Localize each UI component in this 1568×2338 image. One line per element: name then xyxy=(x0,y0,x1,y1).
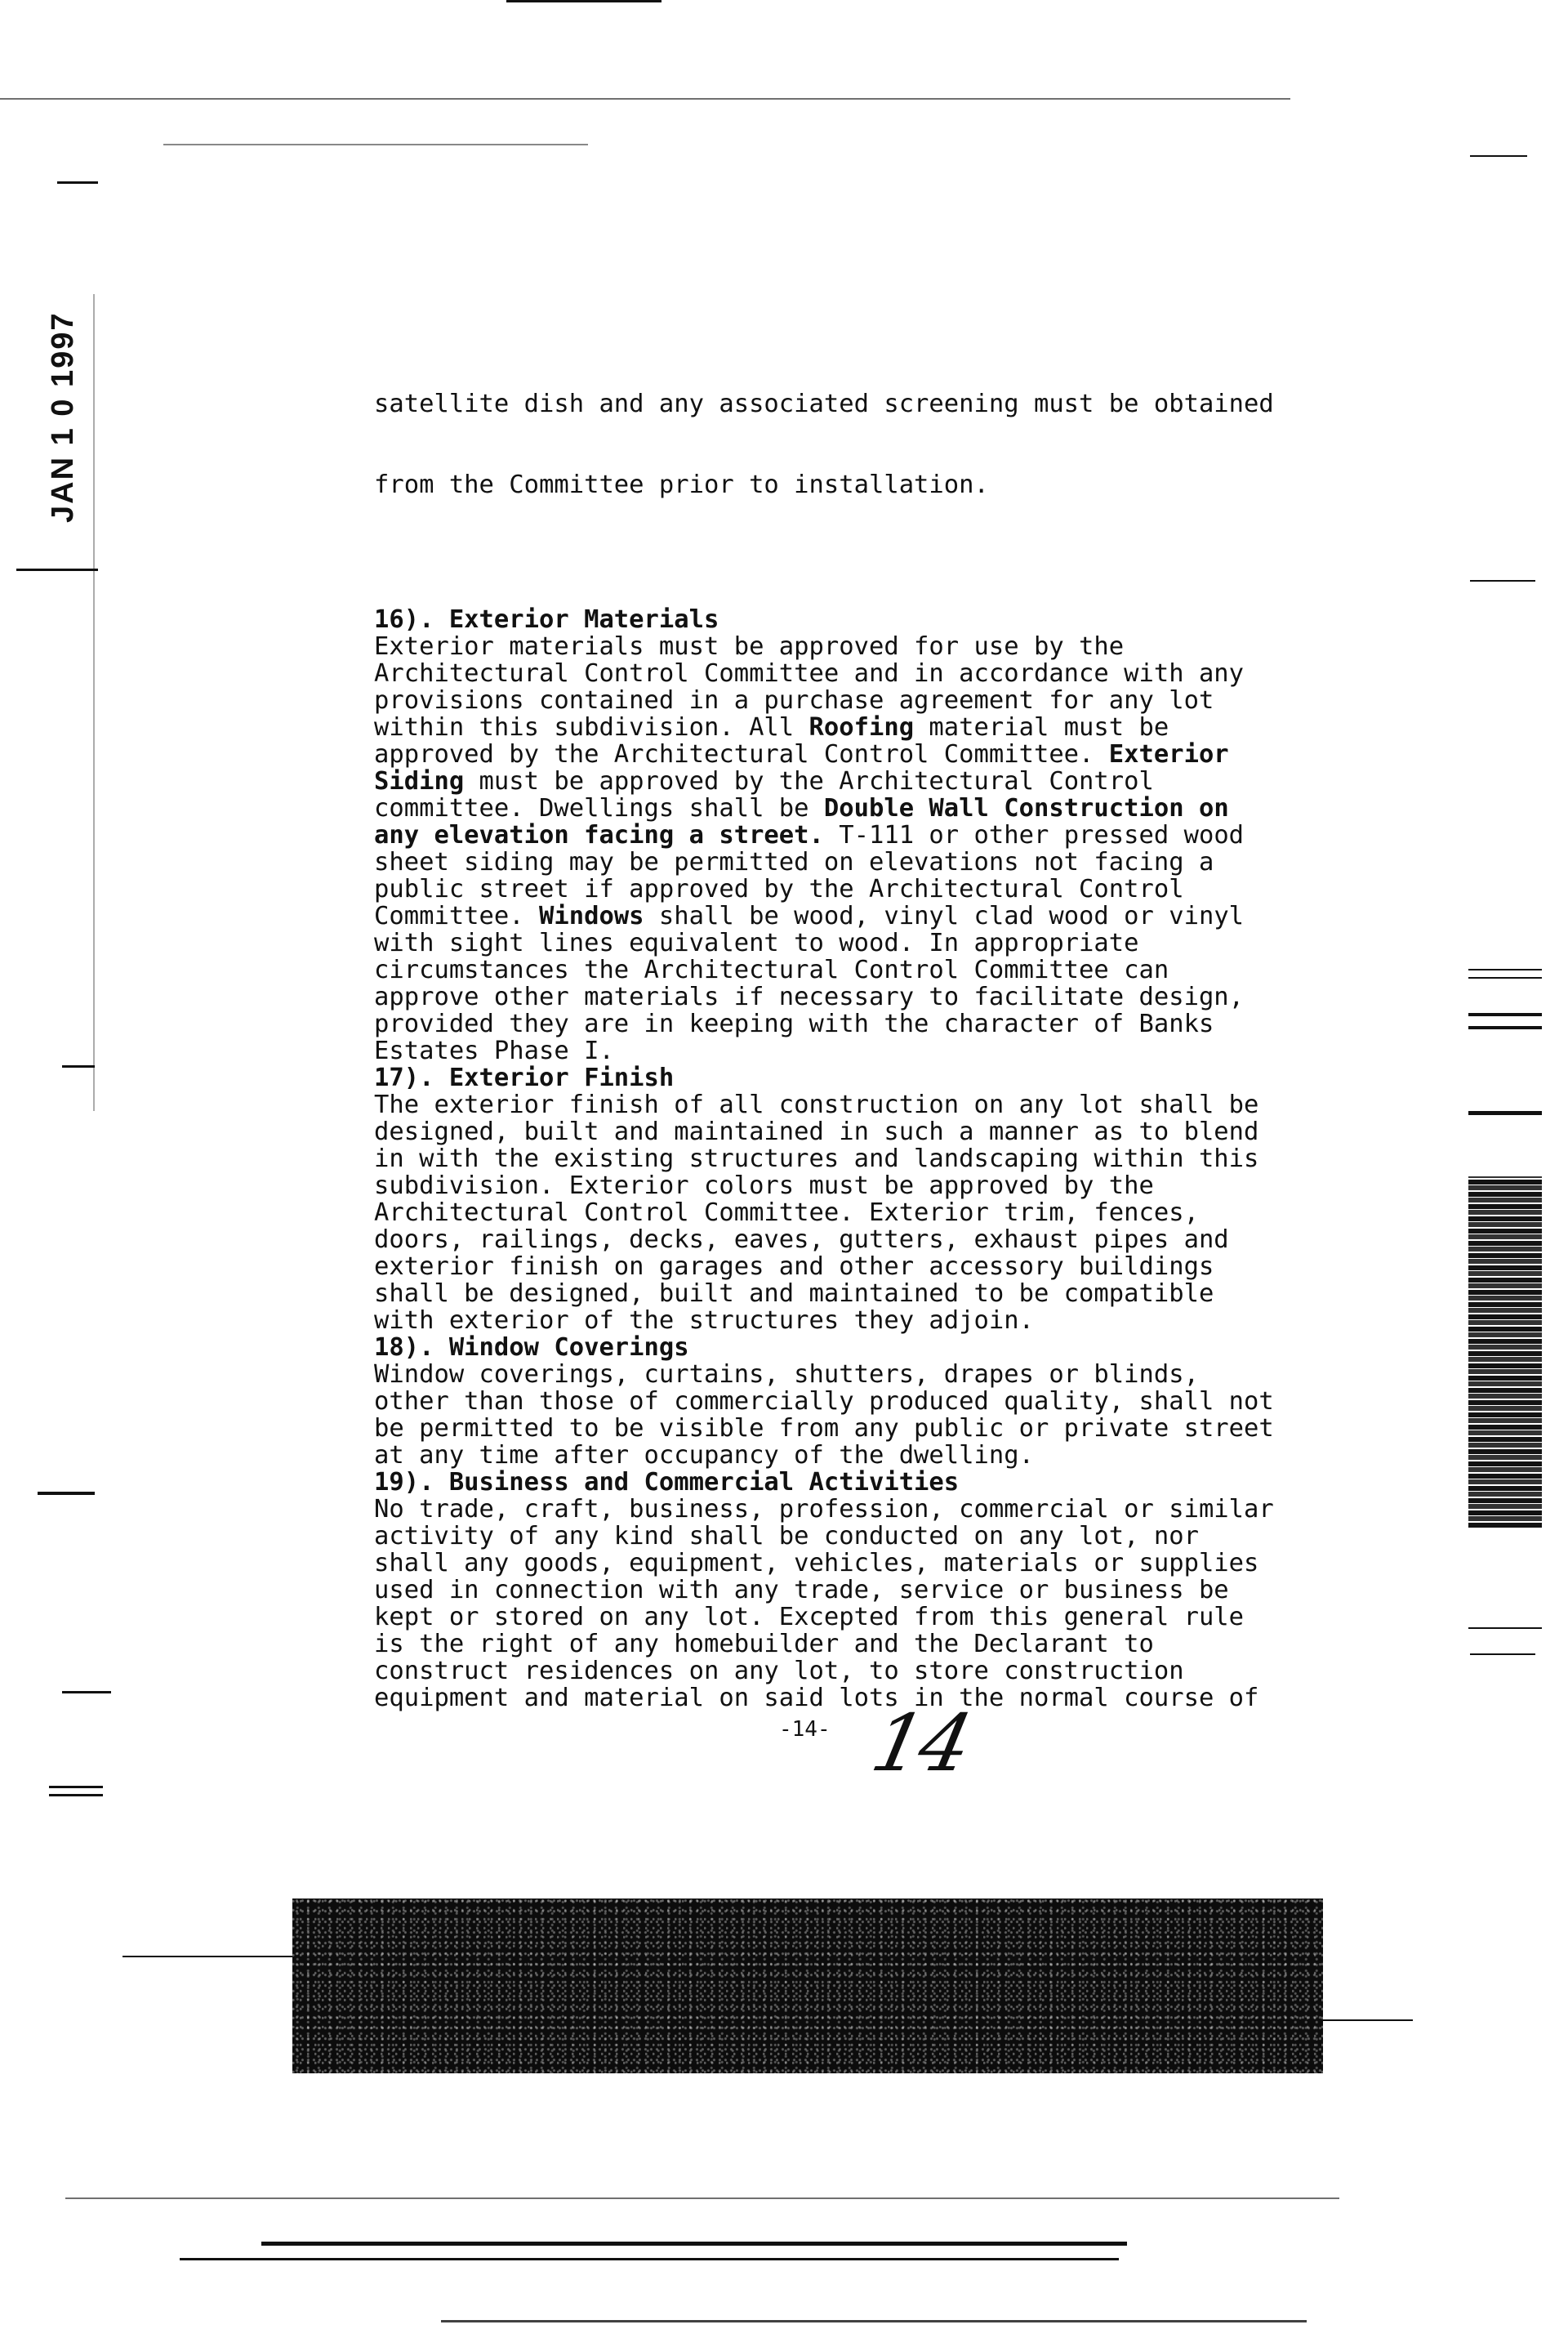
scan-rule-left-5 xyxy=(62,1691,111,1693)
text-span: provisions contained in a purchase agreement for any lot xyxy=(374,686,1214,715)
bold-text: Double Wall Construction on xyxy=(823,794,1229,823)
scan-noise-right xyxy=(1468,1176,1542,1528)
text-line xyxy=(374,1253,1403,1280)
section-heading: 18). Window Coverings xyxy=(374,1333,689,1362)
text-span: within this subdivision. All xyxy=(374,713,809,742)
bold-text: any elevation facing a street. xyxy=(374,821,824,850)
text-line: satellite dish and any associated screening must be obtained xyxy=(374,390,1274,418)
text-span: The exterior finish of all construction on any lot shall be xyxy=(374,1091,1259,1119)
text-span: kept or stored on any lot. Excepted from this general rule xyxy=(374,1603,1245,1631)
text-line xyxy=(374,1280,1403,1307)
text-span: Exterior materials must be approved for use by the xyxy=(374,632,1125,661)
scan-rule-right-1 xyxy=(1470,155,1527,157)
text-line xyxy=(374,822,1403,849)
text-line xyxy=(374,1550,1403,1577)
text-span: shall any goods, equipment, vehicles, materials or supplies xyxy=(374,1549,1259,1577)
text-span: other than those of commercially produced quality, shall not xyxy=(374,1387,1274,1416)
text-line xyxy=(374,1307,1403,1334)
text-span: Committee. xyxy=(374,902,539,930)
bold-text: Roofing xyxy=(808,713,915,742)
text-line xyxy=(374,1226,1403,1253)
scan-rule-left-1 xyxy=(57,181,98,184)
text-line xyxy=(374,1496,1403,1523)
text-span: activity of any kind shall be conducted on any lot, nor xyxy=(374,1522,1199,1550)
scan-rule-left-3 xyxy=(62,1065,95,1068)
page-number: -14- xyxy=(779,1717,831,1742)
text-line xyxy=(374,660,1403,687)
scan-rule-right-9 xyxy=(1470,1653,1535,1655)
text-span: T-111 or other pressed wood xyxy=(823,821,1245,850)
scan-rule-top xyxy=(0,98,1290,100)
text-span: doors, railings, decks, eaves, gutters, exhaust pipes and xyxy=(374,1225,1229,1254)
section xyxy=(374,1334,1403,1469)
scan-rule-right-4 xyxy=(1468,977,1542,979)
text-span: at any time after occupancy of the dwelling. xyxy=(374,1441,1034,1470)
text-line: from the Committee prior to installation. xyxy=(374,471,989,499)
text-line xyxy=(374,876,1403,903)
text-span: with sight lines equivalent to wood. In appropriate xyxy=(374,929,1139,957)
text-span: Architectural Control Committee. Exterior trim, fences, xyxy=(374,1198,1199,1227)
margin-vertical-line xyxy=(93,294,95,1111)
scan-rule-bottom-2 xyxy=(261,2242,1127,2246)
text-span: shall be wood, vinyl clad wood or vinyl xyxy=(644,902,1245,930)
text-line xyxy=(374,687,1403,714)
text-span: public street if approved by the Architectural Control xyxy=(374,875,1184,904)
text-line xyxy=(374,984,1403,1011)
text-line xyxy=(374,930,1403,957)
scan-rule-left-6 xyxy=(49,1786,103,1788)
scan-rule-left-7 xyxy=(49,1794,103,1796)
text-line xyxy=(374,1523,1403,1550)
scan-rule-right-8 xyxy=(1468,1627,1542,1629)
document-body xyxy=(374,283,1403,1738)
scan-rule-right-5 xyxy=(1468,1013,1542,1016)
scan-rule-left-2 xyxy=(16,569,98,571)
text-line xyxy=(374,741,1403,768)
text-span: Architectural Control Committee and in accordance with any xyxy=(374,659,1245,688)
text-line xyxy=(374,903,1403,930)
text-span: with exterior of the structures they adjoin. xyxy=(374,1306,1034,1335)
text-span: Window coverings, curtains, shutters, drapes or blinds, xyxy=(374,1360,1199,1389)
scan-rule-right-6 xyxy=(1468,1026,1542,1029)
text-line xyxy=(374,1172,1403,1199)
text-line xyxy=(374,1604,1403,1631)
text-span: No trade, craft, business, profession, commercial or similar xyxy=(374,1495,1274,1524)
scan-rule-top-center xyxy=(506,0,662,2)
text-span: approve other materials if necessary to facilitate design, xyxy=(374,983,1245,1011)
section-heading: 17). Exterior Finish xyxy=(374,1064,675,1092)
sections xyxy=(374,606,1403,1711)
text-line xyxy=(374,849,1403,876)
text-span: must be approved by the Architectural Control xyxy=(464,767,1154,796)
text-line xyxy=(374,1388,1403,1415)
section-heading: 16). Exterior Materials xyxy=(374,605,719,634)
text-line xyxy=(374,714,1403,741)
text-span: designed, built and maintained in such a manner as to blend xyxy=(374,1118,1259,1146)
scan-rule-bottom-3 xyxy=(180,2258,1119,2260)
text-span: circumstances the Architectural Control Committee can xyxy=(374,956,1169,984)
text-span: used in connection with any trade, service or business be xyxy=(374,1576,1229,1604)
text-span: material must be xyxy=(914,713,1169,742)
scan-rule-bottom-4 xyxy=(441,2320,1307,2322)
text-line xyxy=(374,1199,1403,1226)
text-line xyxy=(374,1631,1403,1658)
text-line xyxy=(374,1442,1403,1469)
text-line xyxy=(374,1037,1403,1064)
scan-rule-left-4 xyxy=(38,1492,95,1495)
scan-rule-right-2 xyxy=(1470,580,1535,582)
text-span: Estates Phase I. xyxy=(374,1037,614,1065)
text-line xyxy=(374,957,1403,984)
text-span: in with the existing structures and landscaping within this xyxy=(374,1144,1259,1173)
scan-rule-right-7 xyxy=(1468,1111,1542,1115)
section xyxy=(374,1064,1403,1334)
text-span: provided they are in keeping with the character of Banks xyxy=(374,1010,1214,1038)
handwritten-page-number: 14 xyxy=(864,1698,978,1789)
bold-text: Windows xyxy=(539,902,644,930)
text-line xyxy=(374,1361,1403,1388)
text-span: subdivision. Exterior colors must be approved by the xyxy=(374,1171,1154,1200)
text-span: shall be designed, built and maintained to be compatible xyxy=(374,1279,1214,1308)
text-line xyxy=(374,1091,1403,1118)
text-span: committee. Dwellings shall be xyxy=(374,794,824,823)
text-line xyxy=(374,1145,1403,1172)
text-line xyxy=(374,1415,1403,1442)
scan-rule-right-3 xyxy=(1468,969,1542,970)
scan-noise-band xyxy=(292,1899,1323,2073)
text-line xyxy=(374,1118,1403,1145)
text-span: construct residences on any lot, to store construction xyxy=(374,1657,1184,1685)
text-span: approved by the Architectural Control Committee. xyxy=(374,740,1109,769)
text-span: be permitted to be visible from any public or private street xyxy=(374,1414,1274,1443)
scan-rule-top-2 xyxy=(163,144,588,145)
section-heading: 19). Business and Commercial Activities xyxy=(374,1468,960,1497)
text-span: sheet siding may be permitted on elevations not facing a xyxy=(374,848,1214,877)
bold-text: Siding xyxy=(374,767,465,796)
scan-rule-bottom-1 xyxy=(65,2197,1339,2199)
text-span: equipment and material on said lots in the normal course of xyxy=(374,1684,1259,1712)
section xyxy=(374,606,1403,1064)
section xyxy=(374,1469,1403,1711)
bold-text: Exterior xyxy=(1108,740,1229,769)
received-date-stamp: JAN 1 0 1997 xyxy=(46,311,80,523)
text-span: is the right of any homebuilder and the Declarant to xyxy=(374,1630,1154,1658)
text-line xyxy=(374,768,1403,795)
text-span: exterior finish on garages and other accessory buildings xyxy=(374,1252,1214,1281)
text-line xyxy=(374,1658,1403,1684)
text-line xyxy=(374,1011,1403,1037)
intro-paragraph xyxy=(374,337,1403,552)
text-line xyxy=(374,633,1403,660)
text-line xyxy=(374,795,1403,822)
scan-rule-bottom-left xyxy=(122,1956,302,1957)
text-line xyxy=(374,1577,1403,1604)
